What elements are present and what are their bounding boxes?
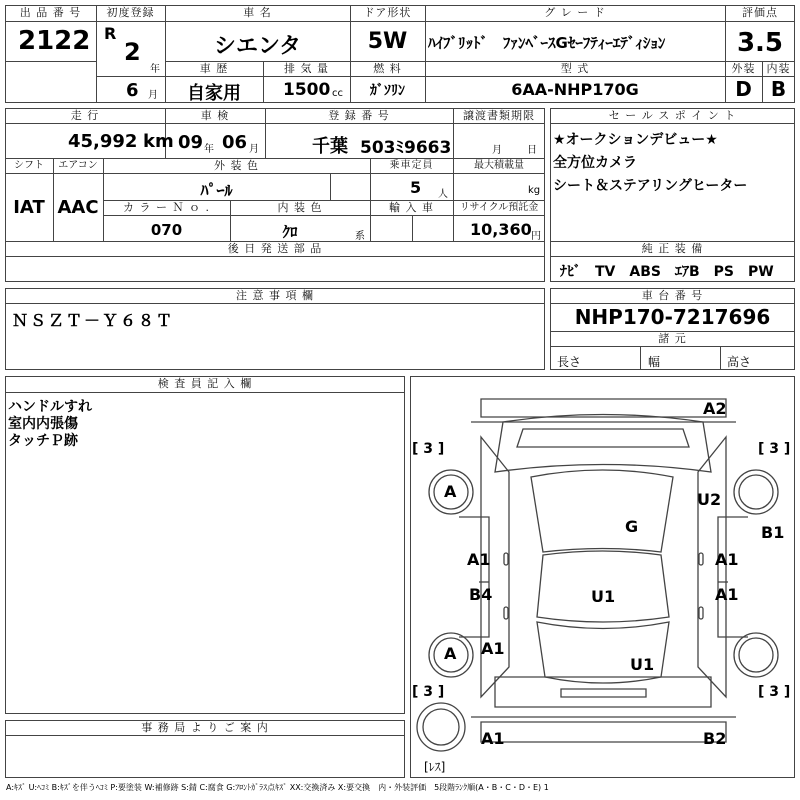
grade: ﾊｲﾌﾞﾘｯﾄﾞ ﾌｧﾝﾍﾞｰｽGｾｰﾌﾃｨｰｴﾃﾞｨｼｮﾝ bbox=[428, 34, 666, 52]
recycle-unit: 円 bbox=[531, 231, 541, 242]
sales-point-line-1: ★オークションデビュー★ bbox=[553, 132, 718, 148]
tire-front-right-bracket: [ 3 ] bbox=[758, 441, 791, 457]
first-registration-label: 初度登録 bbox=[106, 6, 155, 19]
mileage-unit: km bbox=[143, 131, 174, 152]
displacement: 1500 bbox=[283, 80, 331, 100]
import-label: 輸 入 車 bbox=[389, 201, 434, 214]
recycle-fee: 10,360 bbox=[470, 220, 532, 239]
sales-points-label: セ ー ル ス ポ イ ン ト bbox=[608, 109, 737, 122]
height-label: 高さ bbox=[727, 355, 752, 369]
interior-color-unit: 系 bbox=[355, 231, 365, 242]
damage-a1-right-rear-door: A1 bbox=[715, 585, 739, 604]
inspector-label: 検 査 員 記 入 欄 bbox=[157, 377, 253, 390]
damage-a1-right-front-door: A1 bbox=[715, 550, 739, 569]
later-parts-label: 後 日 発 送 部 品 bbox=[227, 242, 323, 255]
inspection-label: 車 検 bbox=[200, 109, 230, 122]
recycle-label: リサイクル預託金 bbox=[459, 202, 539, 213]
inspector-line-2: 室内内張傷 bbox=[8, 416, 78, 432]
plate-region: 千葉 bbox=[312, 136, 348, 157]
plate-label: 登 録 番 号 bbox=[328, 109, 390, 122]
spec-label: 諸 元 bbox=[658, 332, 687, 345]
inspection-month-unit: 月 bbox=[249, 144, 259, 155]
interior-color: ｸﾛ bbox=[282, 223, 298, 241]
damage-b4: B4 bbox=[469, 585, 493, 604]
inspector-line-1: ハンドルすれ bbox=[8, 399, 92, 415]
damage-u2: U2 bbox=[697, 490, 722, 509]
fuel: ｶﾞｿﾘﾝ bbox=[370, 83, 405, 99]
damage-u1-rear: U1 bbox=[630, 655, 655, 674]
month-unit: 月 bbox=[148, 90, 158, 101]
damage-wheel-front-left: A bbox=[444, 482, 457, 501]
year-unit: 年 bbox=[150, 64, 160, 75]
sales-point-line-2: 全方位カメラ bbox=[553, 155, 637, 171]
notes-label: 注 意 事 項 欄 bbox=[236, 289, 314, 302]
interior-grade-label: 内装 bbox=[766, 62, 791, 75]
interior-grade: B bbox=[770, 77, 787, 101]
door-label: ドア形状 bbox=[363, 6, 412, 19]
office-label: 事 務 局 よ り ご 案 内 bbox=[141, 721, 269, 734]
model-label: 型 式 bbox=[560, 62, 590, 75]
score-label: 評価点 bbox=[742, 6, 778, 19]
damage-a1-rear-bumper: A1 bbox=[481, 729, 505, 748]
lot-number: 2122 bbox=[18, 26, 91, 56]
tire-front-left-bracket: [ 3 ] bbox=[412, 441, 445, 457]
lot-number-label: 出 品 番 号 bbox=[19, 6, 82, 19]
car-name-label: 車 名 bbox=[243, 6, 272, 19]
chassis-number: NHP170-7217696 bbox=[574, 305, 771, 329]
tire-rear-right-bracket: [ 3 ] bbox=[758, 684, 791, 700]
inspector-line-3: タッチＰ跡 bbox=[8, 433, 78, 449]
damage-legend: A:ｷｽﾞ U:ﾍｺﾐ B:ｷｽﾞを伴うﾍｺﾐ P:要塗装 W:補修跡 S:錆 C:腐食 G:ﾌﾛﾝﾄｶﾞﾗｽ点ｷｽﾞ XX:交換済み X:要交換 内・外装評価 5段階ﾗﾝｸ順(A・B・C・D・E) 1 bbox=[6, 783, 549, 792]
door-type: 5W bbox=[367, 29, 408, 54]
width-label: 幅 bbox=[648, 355, 661, 369]
chassis-label: 車 台 番 号 bbox=[641, 289, 704, 302]
model-code: 6AA-NHP170G bbox=[511, 80, 639, 99]
transfer-deadline-label: 譲渡書類期限 bbox=[463, 109, 535, 122]
spare-tire-label: [ﾚｽ] bbox=[424, 760, 446, 774]
car-outline-diagram bbox=[411, 377, 796, 779]
color-no: 070 bbox=[150, 221, 183, 239]
interior-color-label: 内 装 色 bbox=[277, 201, 323, 214]
plate-number: 503ﾐ9663 bbox=[360, 138, 452, 158]
inspection-year: 09 bbox=[178, 132, 204, 153]
capacity-label: 乗車定員 bbox=[389, 160, 434, 171]
tire-rear-left-bracket: [ 3 ] bbox=[412, 684, 445, 700]
score: 3.5 bbox=[736, 28, 784, 58]
damage-b1: B1 bbox=[761, 523, 785, 542]
exterior-color: ﾊﾟｰﾙ bbox=[200, 181, 233, 200]
exterior-color-label: 外 装 色 bbox=[214, 159, 259, 172]
damage-g-windshield: G bbox=[625, 517, 639, 536]
damage-b2: B2 bbox=[703, 729, 727, 748]
mileage-label: 走 行 bbox=[70, 109, 100, 122]
max-load-unit: kg bbox=[528, 185, 541, 196]
exterior-grade: D bbox=[735, 77, 752, 101]
capacity-unit: 人 bbox=[438, 189, 448, 200]
damage-u1-roof: U1 bbox=[591, 587, 616, 606]
fuel-label: 燃 料 bbox=[373, 62, 402, 75]
era: R bbox=[104, 24, 117, 43]
max-load-label: 最大積載量 bbox=[474, 160, 524, 171]
history: 自家用 bbox=[187, 83, 241, 104]
first-registration-year: 2 bbox=[124, 38, 141, 66]
equipment-label: 純 正 装 備 bbox=[641, 242, 704, 255]
notes-text: ＮＳＺＴ－Ｙ６８Ｔ bbox=[12, 311, 175, 330]
sales-point-line-3: シート＆ステアリングヒーター bbox=[553, 178, 748, 194]
displacement-label: 排 気 量 bbox=[284, 62, 329, 75]
equipment: ﾅﾋﾞ TV ABS ｴｱB PS PW bbox=[560, 264, 774, 280]
damage-wheel-rear-left: A bbox=[444, 644, 457, 663]
damage-a1-left-rear: A1 bbox=[481, 639, 505, 658]
grade-label: グ レ ー ド bbox=[544, 6, 606, 19]
damage-a2: A2 bbox=[703, 399, 727, 418]
aircon-label: エアコン bbox=[58, 160, 98, 171]
inspection-month: 06 bbox=[222, 132, 248, 153]
damage-diagram bbox=[410, 376, 795, 778]
transfer-day-unit: 日 bbox=[527, 145, 537, 156]
inspection-year-unit: 年 bbox=[204, 144, 214, 155]
capacity: 5 bbox=[410, 178, 422, 197]
first-registration-month: 6 bbox=[126, 80, 139, 101]
shift-label: シフト bbox=[14, 160, 44, 171]
car-name: シエンタ bbox=[213, 34, 302, 59]
mileage: 45,992 bbox=[68, 131, 138, 152]
color-no-label: カ ラ ー Ｎ ｏ . bbox=[123, 201, 210, 214]
shift: IAT bbox=[13, 197, 45, 218]
damage-a1-left-front-door: A1 bbox=[467, 550, 491, 569]
displacement-unit: cc bbox=[332, 88, 343, 99]
transfer-month-unit: 月 bbox=[492, 145, 502, 156]
length-label: 長さ bbox=[557, 355, 582, 369]
aircon: AAC bbox=[57, 197, 99, 218]
exterior-grade-label: 外装 bbox=[731, 62, 756, 75]
history-label: 車 歴 bbox=[199, 62, 229, 75]
